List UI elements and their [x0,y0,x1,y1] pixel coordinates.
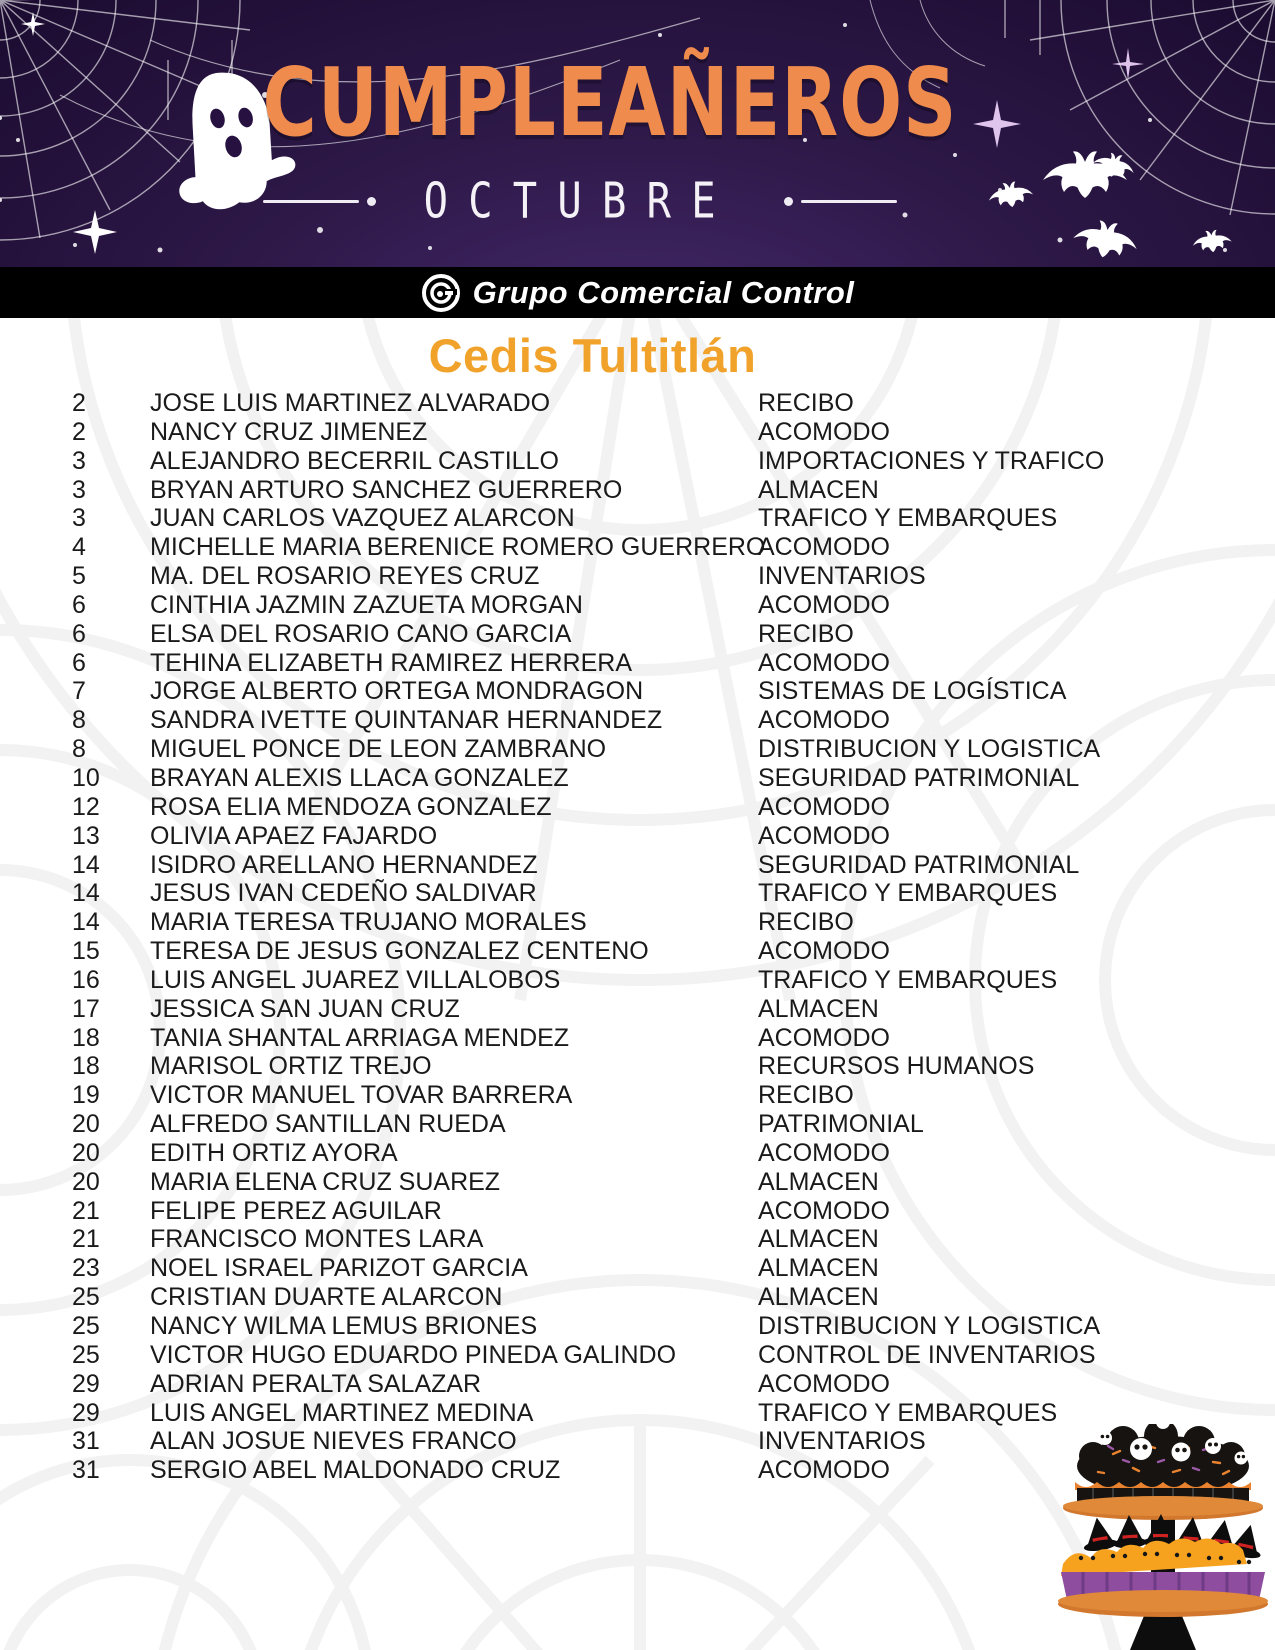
birthday-row [0,764,1275,793]
birthday-name: EDITH ORTIZ AYORA [150,1138,398,1167]
birthday-day: 31 [72,1427,100,1456]
birthday-department: PATRIMONIAL [758,1110,924,1139]
birthday-name: MA. DEL ROSARIO REYES CRUZ [150,562,540,591]
birthday-day: 19 [72,1081,100,1110]
birthday-row [0,1225,1275,1254]
birthday-name: JORGE ALBERTO ORTEGA MONDRAGON [150,677,644,706]
birthday-day: 21 [72,1225,100,1254]
birthday-name: ALFREDO SANTILLAN RUEDA [150,1110,506,1139]
birthday-row [0,966,1275,995]
birthday-row [0,937,1275,966]
birthday-day: 12 [72,792,100,821]
birthday-name: SANDRA IVETTE QUINTANAR HERNANDEZ [150,706,663,735]
birthday-row [0,1081,1275,1110]
birthday-day: 25 [72,1283,100,1312]
birthday-day: 21 [72,1196,100,1225]
birthday-row [0,1254,1275,1283]
birthday-row [0,476,1275,505]
birthday-department: ACOMODO [758,1196,890,1225]
birthday-department: INVENTARIOS [758,562,926,591]
birthday-department: ALMACEN [758,1167,879,1196]
birthday-row [0,706,1275,735]
birthday-name: JUAN CARLOS VAZQUEZ ALARCON [150,504,575,533]
birthday-department: ALMACEN [758,475,879,504]
birthday-day: 5 [72,562,86,591]
birthday-department: DISTRIBUCION Y LOGISTICA [758,1312,1101,1340]
birthday-row [0,1341,1275,1370]
birthday-list [0,389,1275,1485]
birthday-department: RECIBO [758,908,854,937]
birthday-department: ACOMODO [758,706,890,735]
birthday-row [0,620,1275,649]
birthday-day: 7 [72,677,86,706]
birthday-day: 17 [72,994,100,1023]
birthday-row [0,735,1275,764]
birthday-department: ACOMODO [758,937,890,966]
birthday-department: TRAFICO Y EMBARQUES [758,965,1058,994]
section-title: Cedis Tultitlán [428,329,757,382]
poster-subtitle: OCTUBRE [423,172,737,231]
birthday-name: JESUS IVAN CEDEÑO SALDIVAR [150,879,537,908]
birthday-row [0,389,1275,418]
birthday-department: ACOMODO [758,417,890,446]
birthday-day: 3 [72,446,86,475]
poster-title: CUMPLEAÑEROS [262,48,958,159]
birthday-name: ALEJANDRO BECERRIL CASTILLO [150,446,559,475]
brand-logo-icon [421,273,461,313]
birthday-row [0,1110,1275,1139]
birthday-department: ACOMODO [758,1138,890,1167]
birthday-day: 10 [72,763,100,792]
birthday-department: IMPORTACIONES Y TRAFICO [758,446,1105,475]
header-banner [0,0,1275,267]
birthday-name: VICTOR HUGO EDUARDO PINEDA GALINDO [150,1340,677,1369]
birthday-name: ROSA ELIA MENDOZA GONZALEZ [150,792,552,821]
birthday-row [0,418,1275,447]
birthday-row [0,591,1275,620]
birthday-day: 6 [72,648,86,677]
birthday-day: 13 [72,821,100,850]
birthday-day: 23 [72,1254,100,1283]
poster-subtitle-row [0,172,1160,231]
birthday-name: MARISOL ORTIZ TREJO [150,1052,432,1081]
birthday-row [0,908,1275,937]
birthday-name: JESSICA SAN JUAN CRUZ [150,994,460,1023]
birthday-day: 14 [72,908,100,937]
birthday-row [0,793,1275,822]
birthday-name: FRANCISCO MONTES LARA [150,1225,484,1254]
birthday-row [0,1139,1275,1168]
birthday-day: 20 [72,1110,100,1139]
birthday-row [0,533,1275,562]
birthday-row [0,851,1275,880]
birthday-name: SERGIO ABEL MALDONADO CRUZ [150,1456,561,1485]
birthday-department: TRAFICO Y EMBARQUES [758,504,1058,533]
birthday-department: ACOMODO [758,590,890,619]
birthday-row [0,677,1275,706]
birthday-row [0,1168,1275,1197]
birthday-department: INVENTARIOS [758,1427,926,1456]
birthday-name: FELIPE PEREZ AGUILAR [150,1196,442,1225]
bottom-cupcakes [1061,1514,1266,1600]
birthday-day: 18 [72,1052,100,1081]
birthday-day: 18 [72,1023,100,1052]
birthday-department: ALMACEN [758,1283,879,1312]
birthday-name: BRAYAN ALEXIS LLACA GONZALEZ [150,763,569,792]
birthday-day: 25 [72,1312,100,1340]
birthday-name: MARIA TERESA TRUJANO MORALES [150,908,587,937]
birthday-row [0,504,1275,533]
birthday-row [0,1399,1275,1428]
birthday-department: ACOMODO [758,792,890,821]
birthday-row [0,649,1275,678]
birthday-department: TRAFICO Y EMBARQUES [758,1398,1058,1427]
right-dash-decoration [784,197,897,206]
birthday-day: 15 [72,937,100,966]
left-dash-decoration [263,197,376,206]
birthday-day: 20 [72,1138,100,1167]
birthday-row [0,562,1275,591]
birthday-department: RECIBO [758,619,854,648]
birthday-day: 3 [72,504,86,533]
birthday-department: RECURSOS HUMANOS [758,1052,1035,1081]
birthday-name: ISIDRO ARELLANO HERNANDEZ [150,850,538,879]
birthday-name: TERESA DE JESUS GONZALEZ CENTENO [150,937,649,966]
birthday-row [0,1197,1275,1226]
birthday-day: 4 [72,533,86,562]
birthday-department: DISTRIBUCION Y LOGISTICA [758,735,1101,764]
birthday-name: NOEL ISRAEL PARIZOT GARCIA [150,1254,528,1283]
birthday-name: TANIA SHANTAL ARRIAGA MENDEZ [150,1023,570,1052]
birthday-row [0,1312,1275,1341]
birthday-day: 29 [72,1398,100,1427]
birthday-day: 14 [72,850,100,879]
birthday-day: 31 [72,1456,100,1485]
birthday-name: CINTHIA JAZMIN ZAZUETA MORGAN [150,590,583,619]
birthday-name: LUIS ANGEL MARTINEZ MEDINA [150,1398,534,1427]
birthday-row [0,1052,1275,1081]
birthday-department: SISTEMAS DE LOGÍSTICA [758,677,1067,706]
birthday-department: ACOMODO [758,533,890,562]
birthday-name: LUIS ANGEL JUAREZ VILLALOBOS [150,965,561,994]
birthday-department: TRAFICO Y EMBARQUES [758,879,1058,908]
birthday-name: ELSA DEL ROSARIO CANO GARCIA [150,619,572,648]
birthday-name: MICHELLE MARIA BERENICE ROMERO GUERRERO [150,533,766,562]
birthday-department: ACOMODO [758,1369,890,1398]
birthday-day: 16 [72,965,100,994]
birthday-name: BRYAN ARTURO SANCHEZ GUERRERO [150,475,623,504]
birthday-name: TEHINA ELIZABETH RAMIREZ HERRERA [150,648,633,677]
birthday-day: 20 [72,1167,100,1196]
birthday-department: SEGURIDAD PATRIMONIAL [758,763,1080,792]
birthday-department: ACOMODO [758,648,890,677]
birthday-day: 14 [72,879,100,908]
birthday-day: 8 [72,735,86,764]
birthday-day: 25 [72,1340,100,1369]
birthday-department: RECIBO [758,389,854,417]
birthday-name: NANCY WILMA LEMUS BRIONES [150,1312,538,1340]
birthday-row [0,822,1275,851]
birthday-row [0,1283,1275,1312]
birthday-name: ADRIAN PERALTA SALAZAR [150,1369,482,1398]
brand-name: Grupo Comercial Control [472,274,855,310]
birthday-department: RECIBO [758,1081,854,1110]
birthday-department: ACOMODO [758,1456,890,1485]
birthday-row [0,1024,1275,1053]
birthday-name: VICTOR MANUEL TOVAR BARRERA [150,1081,573,1110]
birthday-department: ALMACEN [758,994,879,1023]
birthday-department: ALMACEN [758,1225,879,1254]
birthday-name: OLIVIA APAEZ FAJARDO [150,821,438,850]
birthday-department: ACOMODO [758,1023,890,1052]
birthday-row [0,1370,1275,1399]
birthday-day: 2 [72,389,86,417]
birthday-day: 6 [72,619,86,648]
birthday-department: SEGURIDAD PATRIMONIAL [758,850,1080,879]
birthday-day: 29 [72,1369,100,1398]
birthday-day: 6 [72,590,86,619]
birthday-name: MIGUEL PONCE DE LEON ZAMBRANO [150,735,607,764]
birthday-row [0,1427,1275,1456]
birthday-name: NANCY CRUZ JIMENEZ [150,417,428,446]
birthday-row [0,995,1275,1024]
birthday-name: CRISTIAN DUARTE ALARCON [150,1283,503,1312]
birthday-row [0,447,1275,476]
birthday-row [0,879,1275,908]
birthday-name: MARIA ELENA CRUZ SUAREZ [150,1167,501,1196]
birthday-name: JOSE LUIS MARTINEZ ALVARADO [150,389,551,417]
birthday-day: 3 [72,475,86,504]
birthday-day: 8 [72,706,86,735]
birthday-name: ALAN JOSUE NIEVES FRANCO [150,1427,517,1456]
birthday-department: CONTROL DE INVENTARIOS [758,1340,1096,1369]
birthday-day: 2 [72,417,86,446]
birthday-department: ACOMODO [758,821,890,850]
brand-bar [0,267,1275,318]
birthday-department: ALMACEN [758,1254,879,1283]
birthday-row [0,1456,1275,1485]
